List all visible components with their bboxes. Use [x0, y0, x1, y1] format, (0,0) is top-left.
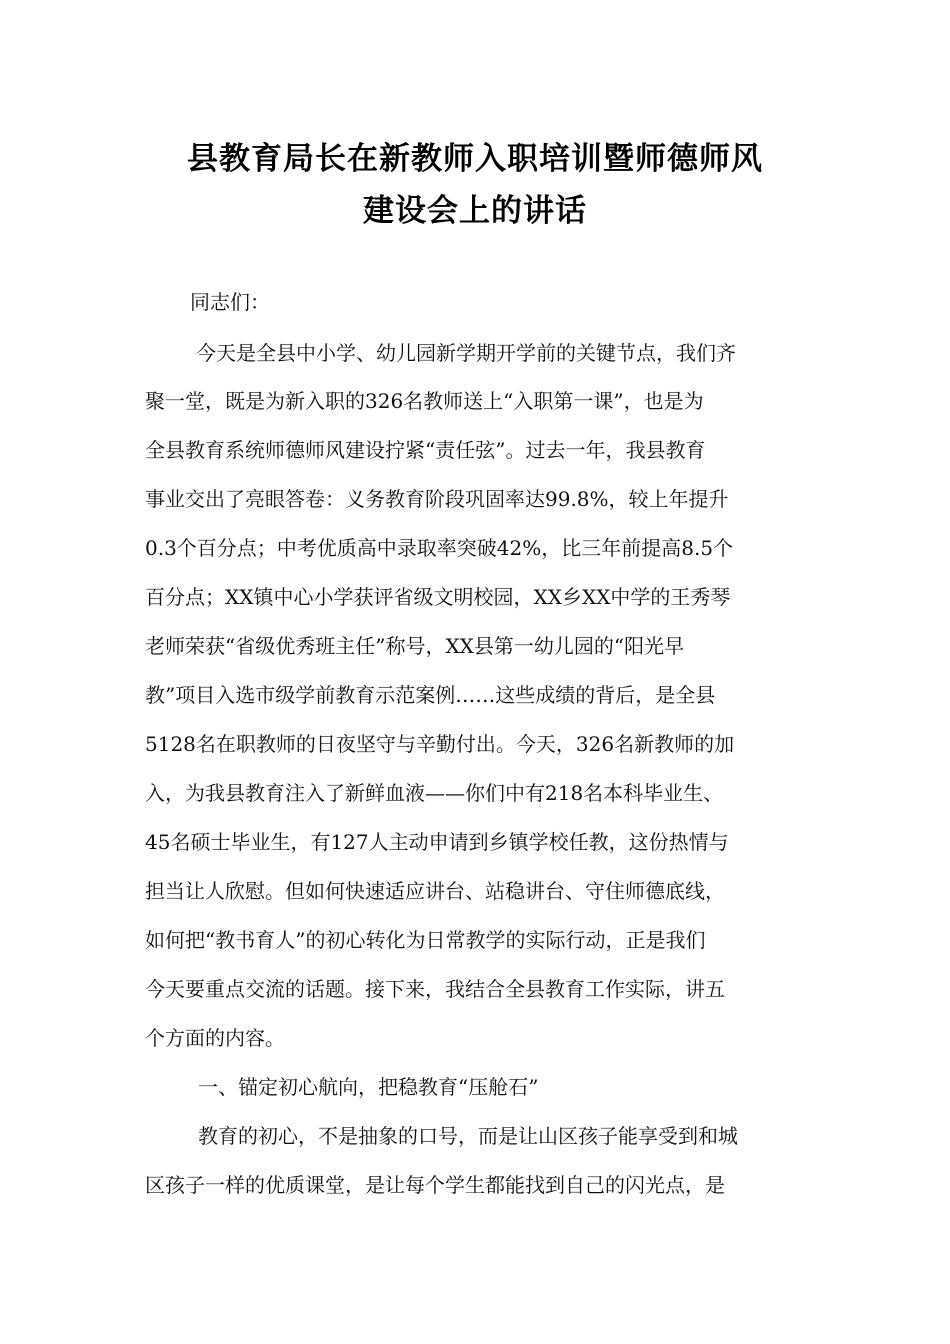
paragraph-line: 聚一堂，既是为新入职的326名教师送上“入职第一课”，也是为 [145, 389, 704, 413]
paragraph-line: 5128名在职教师的日夜坚守与辛勤付出。今天，326名新教师的加 [145, 732, 735, 756]
paragraph-line: 0.3个百分点；中考优质高中录取率突破42%，比三年前提高8.5个 [145, 536, 734, 560]
paragraph-line: 区孩子一样的优质课堂，是让每个学生都能找到自己的闪光点，是 [145, 1173, 725, 1197]
paragraph-line: 今天是全县中小学、幼儿园新学期开学前的关键节点，我们齐 [196, 341, 736, 365]
document-title-line-2: 建设会上的讲话 [363, 193, 587, 229]
paragraph-line: 担当让人欣慰。但如何快速适应讲台、站稳讲台、守住师德底线， [145, 879, 725, 903]
paragraph-line: 全县教育系统师德师风建设拧紧“责任弦”。过去一年，我县教育 [145, 438, 706, 462]
paragraph-line: 百分点；XX镇中心小学获评省级文明校园，XX乡XX中学的王秀琴 [145, 585, 731, 609]
paragraph-line: 如何把“教书育人”的初心转化为日常教学的实际行动，正是我们 [145, 928, 706, 952]
paragraph-line: 个方面的内容。 [145, 1026, 285, 1050]
document-title-line-1: 县教育局长在新教师入职培训暨师德师风 [187, 141, 763, 177]
paragraph-line: 老师荣获“省级优秀班主任”称号，XX县第一幼儿园的“阳光早 [145, 634, 685, 658]
paragraph-line: 教育的初心，不是抽象的口号，而是让山区孩子能享受到和城 [198, 1124, 738, 1148]
paragraph-line: 教”项目入选市级学前教育示范案例……这些成绩的背后，是全县 [145, 683, 716, 707]
paragraph-line: 入，为我县教育注入了新鲜血液——你们中有218名本科毕业生、 [145, 781, 724, 805]
paragraph-line: 事业交出了亮眼答卷：义务教育阶段巩固率达99.8%，较上年提升 [145, 487, 729, 511]
paragraph-line: 今天要重点交流的话题。接下来，我结合全县教育工作实际，讲五 [145, 977, 725, 1001]
paragraph-line: 45名硕士毕业生，有127人主动申请到乡镇学校任教，这份热情与 [145, 830, 729, 854]
section-heading: 一、锚定初心航向，把稳教育“压舱石” [198, 1075, 539, 1099]
salutation: 同志们： [190, 290, 270, 314]
